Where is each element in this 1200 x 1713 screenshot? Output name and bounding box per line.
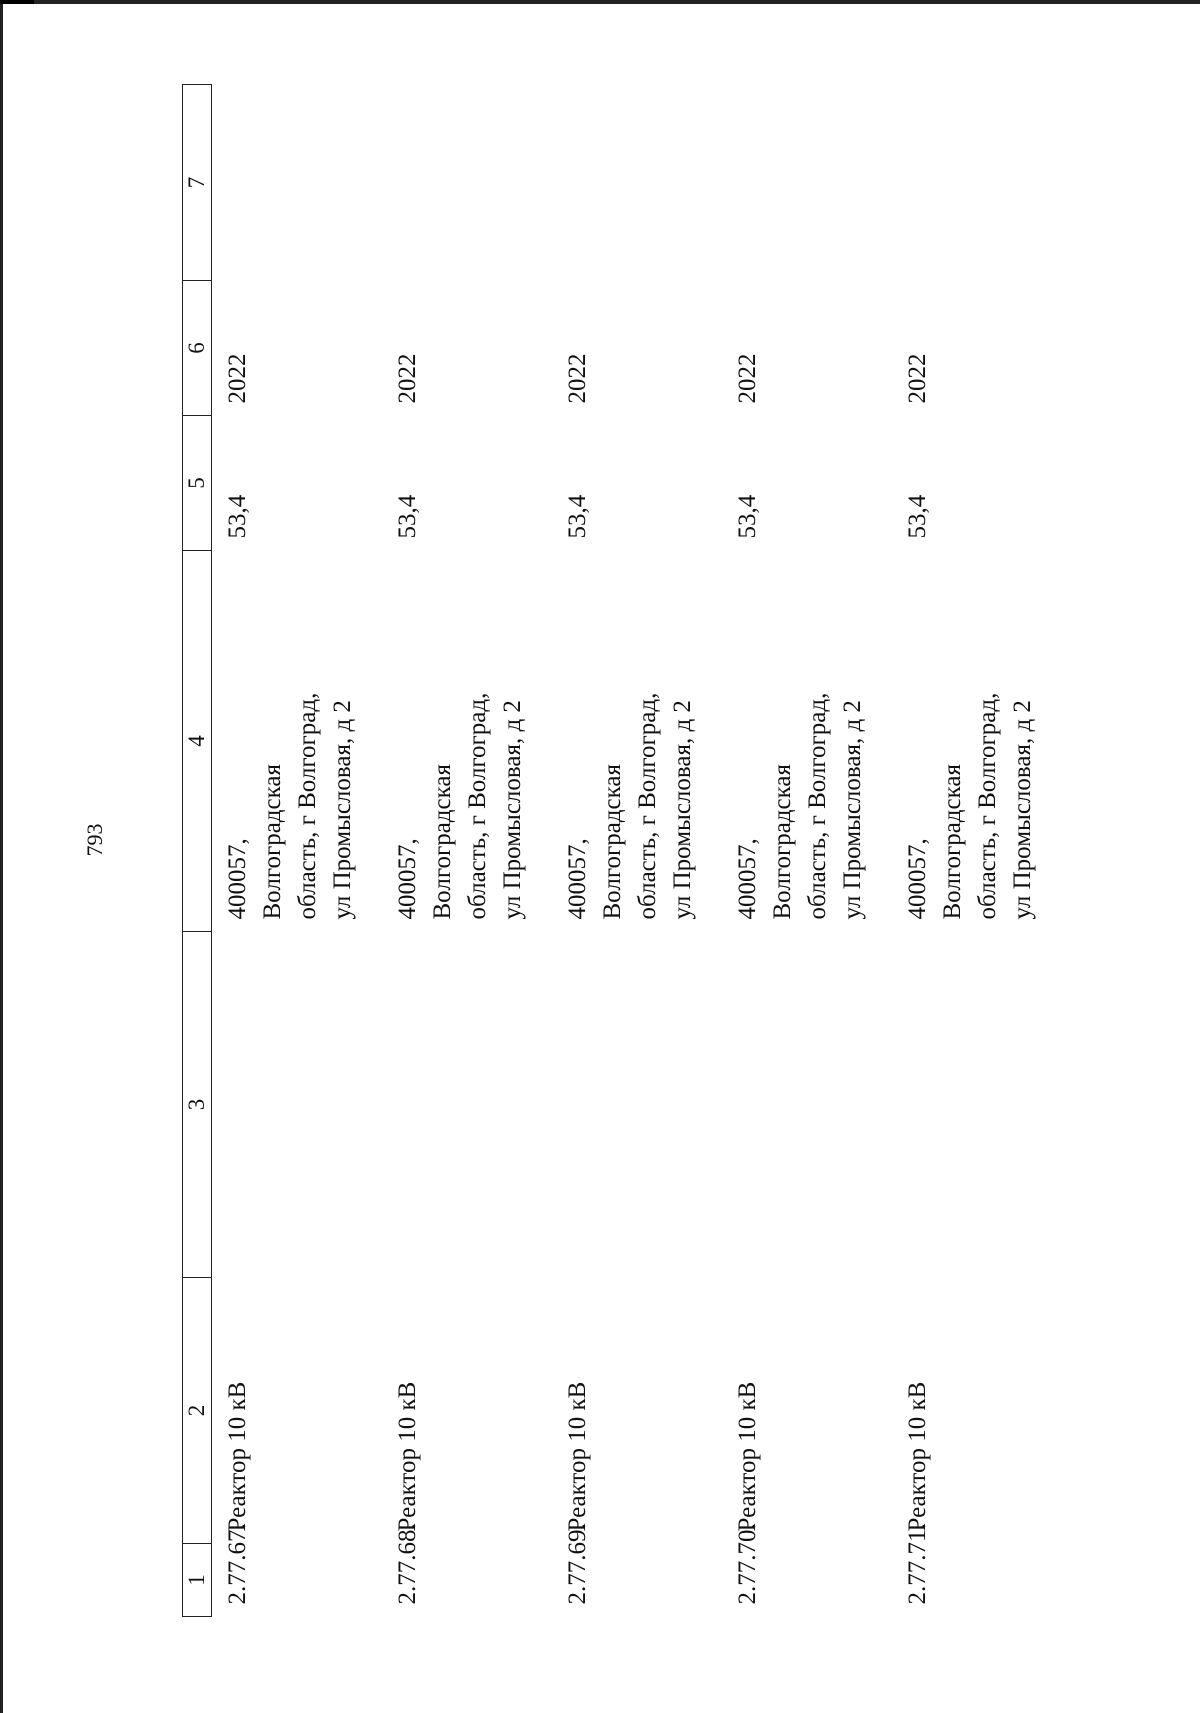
year-cell: 2022: [394, 353, 421, 404]
row-number-cell: 2.77.67.: [224, 1523, 251, 1605]
column-header-5: 5: [183, 416, 212, 551]
equipment-name-cell: Реактор 10 кВ: [564, 1381, 591, 1532]
table-row: [384, 85, 554, 1617]
column-3-cell: [894, 932, 1064, 1278]
column-3-cell: [724, 932, 894, 1278]
equipment-name-cell: Реактор 10 кВ: [394, 1381, 421, 1532]
column-header-7: 7: [183, 85, 212, 281]
column-7-cell: [724, 85, 894, 281]
year-cell: 2022: [564, 353, 591, 404]
value-cell: 53,4: [564, 494, 591, 539]
column-header-4: 4: [183, 551, 212, 932]
table-row: [212, 85, 385, 1617]
year-cell: 2022: [734, 353, 761, 404]
column-7-cell: [212, 85, 385, 281]
year-cell: 2022: [224, 353, 251, 404]
page-number: 793: [82, 823, 107, 857]
table-row: [724, 85, 894, 1617]
column-header-1: 1: [183, 1544, 212, 1617]
row-number-cell: 2.77.69.: [564, 1523, 591, 1605]
column-7-cell: [554, 85, 724, 281]
column-header-2: 2: [183, 1278, 212, 1544]
value-cell: 53,4: [734, 494, 761, 539]
row-number-cell: 2.77.71.: [904, 1523, 931, 1605]
row-number-cell: 2.77.68.: [394, 1523, 421, 1605]
table-row: [894, 85, 1064, 1617]
column-header-3: 3: [183, 932, 212, 1278]
address-cell: 400057, Волгоградская область, г Волгоград, ул Промысловая, д 2: [734, 692, 866, 920]
value-cell: 53,4: [904, 494, 931, 539]
registry-table: [182, 84, 1064, 1617]
address-cell: 400057, Волгоградская область, г Волгоград, ул Промысловая, д 2: [394, 692, 526, 920]
equipment-name-cell: Реактор 10 кВ: [224, 1381, 251, 1532]
address-cell: 400057, Волгоградская область, г Волгоград, ул Промысловая, д 2: [564, 692, 696, 920]
column-7-cell: [384, 85, 554, 281]
column-3-cell: [212, 932, 385, 1278]
column-3-cell: [384, 932, 554, 1278]
table-row: [554, 85, 724, 1617]
value-cell: 53,4: [224, 494, 251, 539]
equipment-name-cell: Реактор 10 кВ: [904, 1381, 931, 1532]
year-cell: 2022: [904, 353, 931, 404]
column-3-cell: [554, 932, 724, 1278]
column-number-header-row: [183, 85, 212, 1617]
column-7-cell: [894, 85, 1064, 281]
equipment-name-cell: Реактор 10 кВ: [734, 1381, 761, 1532]
address-cell: 400057, Волгоградская область, г Волгоград, ул Промысловая, д 2: [224, 692, 356, 920]
address-cell: 400057, Волгоградская область, г Волгоград, ул Промысловая, д 2: [904, 692, 1036, 920]
row-number-cell: 2.77.70.: [734, 1523, 761, 1605]
value-cell: 53,4: [394, 494, 421, 539]
column-header-6: 6: [183, 281, 212, 416]
